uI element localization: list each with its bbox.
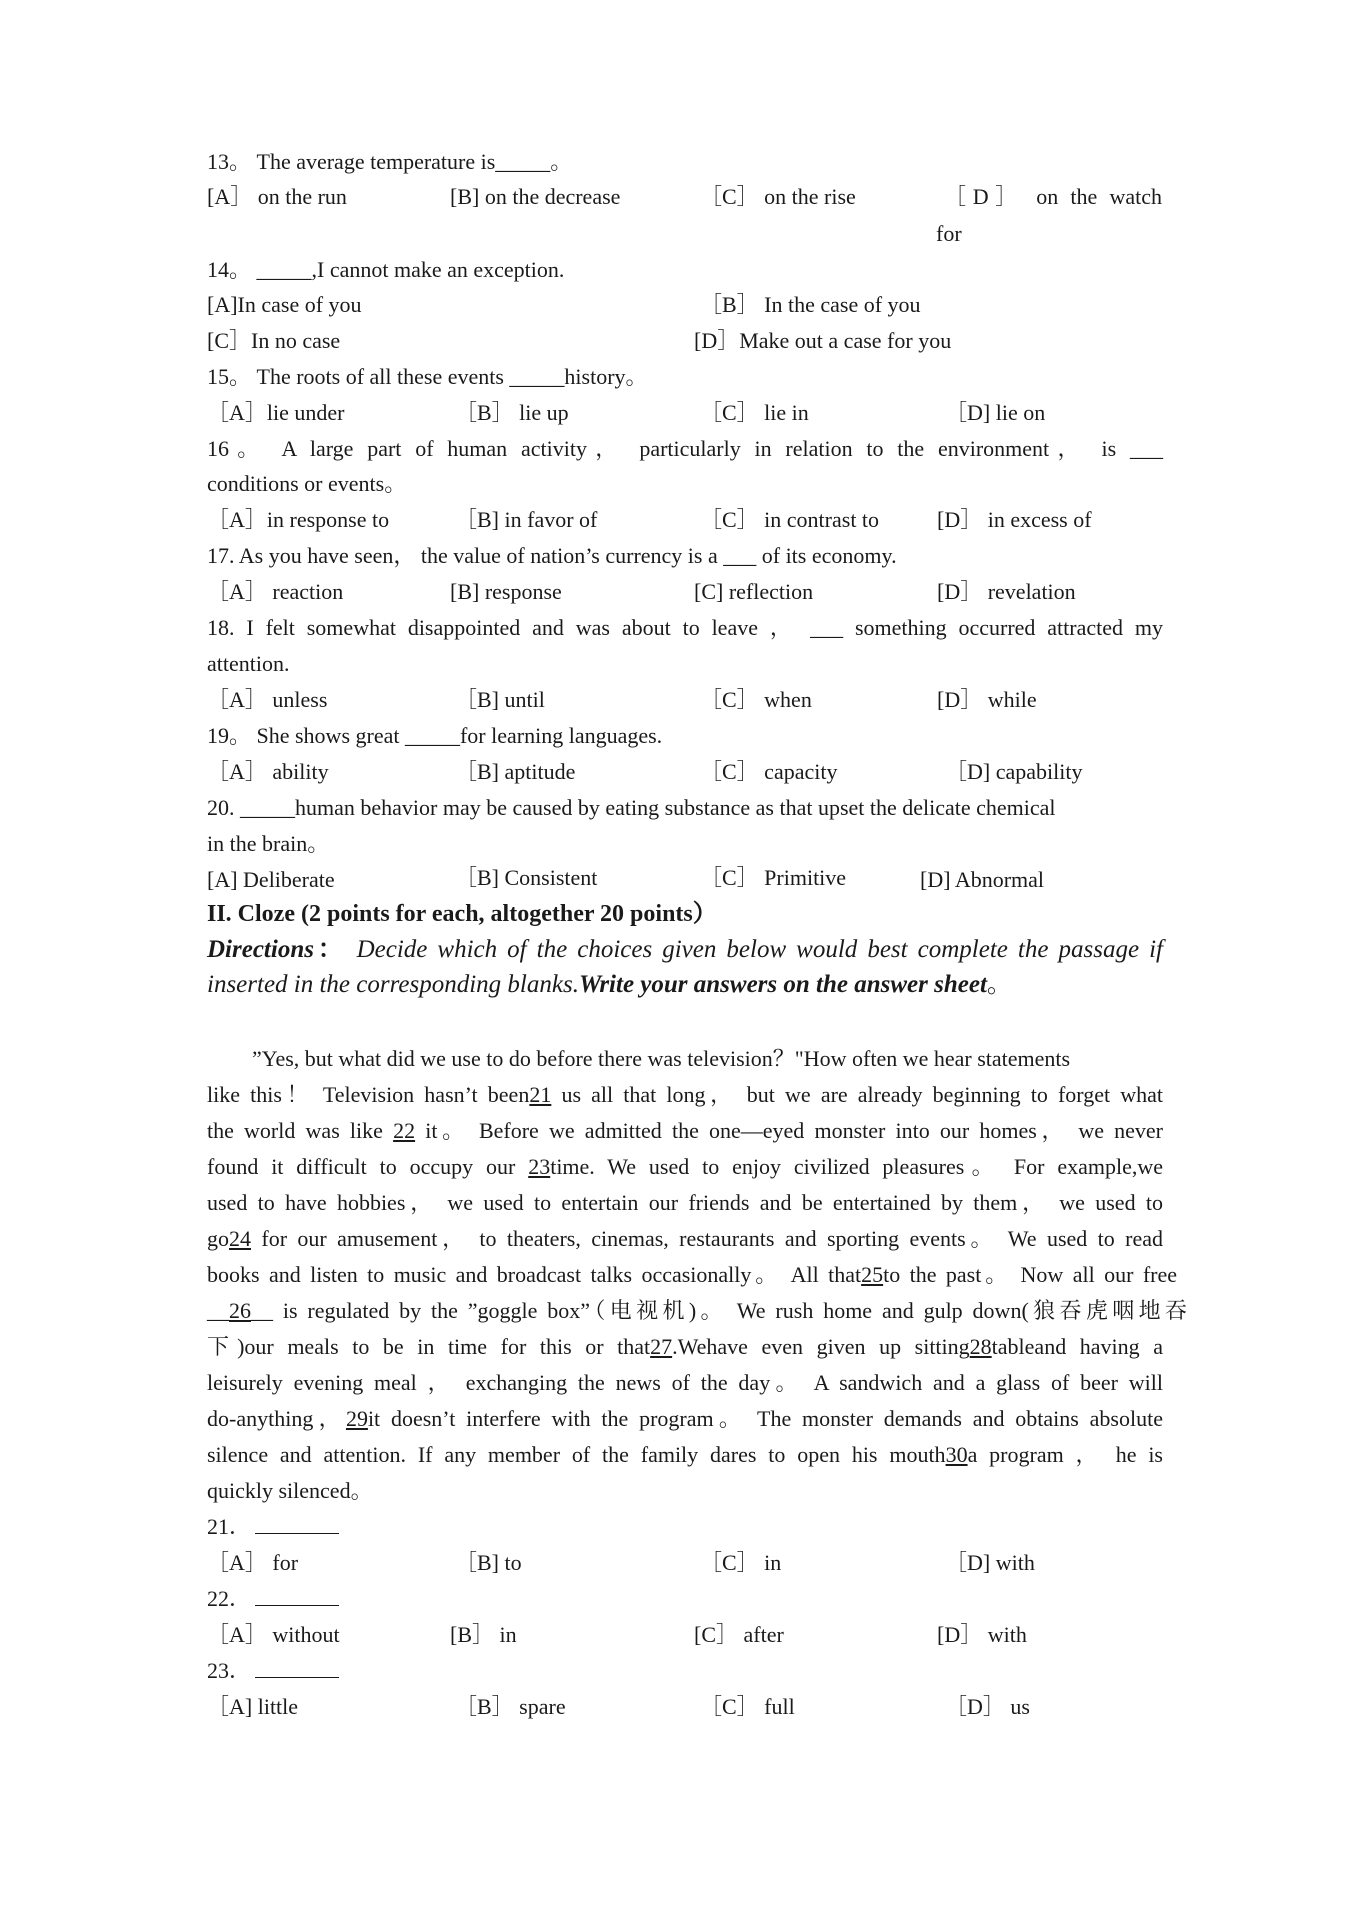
q17-option-a: ［A］ reaction xyxy=(207,579,344,604)
passage-line-7: books and listen to music and broadcast talks occasionally。 All that25to the past。 Now all our free xyxy=(207,1262,1177,1287)
q20-option-c: ［C］ Primitive xyxy=(700,865,847,890)
q16-option-b: ［B] in favor of xyxy=(455,507,598,532)
q18-option-c: ［C］ when xyxy=(700,687,812,712)
question-16-stem-line2: conditions or events。 xyxy=(207,471,407,496)
q16-option-d: [D］ in excess of xyxy=(937,507,1092,532)
q14-option-a: [A]In case of you xyxy=(207,292,362,317)
passage-line-13: quickly silenced。 xyxy=(207,1478,373,1503)
q20-option-a: [A] Deliberate xyxy=(207,867,335,892)
blank-28: 28 xyxy=(969,1334,992,1359)
q14-option-c: [C］In no case xyxy=(207,328,341,353)
blank-25: 25 xyxy=(861,1262,884,1287)
blank-23: 23 xyxy=(528,1154,551,1179)
q20-option-d: [D] Abnormal xyxy=(920,867,1045,892)
question-15-stem: 15。 The roots of all these events _____history。 xyxy=(207,364,648,389)
q19-option-a: ［A］ ability xyxy=(207,759,329,784)
q14-option-d: [D］Make out a case for you xyxy=(694,328,952,353)
cloze-number-21: 21． xyxy=(207,1514,252,1539)
q13-option-d-wrap: for xyxy=(936,221,962,246)
q23-option-d: ［D］ us xyxy=(945,1694,1030,1719)
q15-option-d: ［D] lie on xyxy=(945,400,1046,425)
cloze-question-21 xyxy=(207,1513,339,1543)
blank-30: 30 xyxy=(945,1442,968,1467)
passage-line-12: silence and attention. If any member of the family dares to open his mouth30a program ， he is xyxy=(207,1442,1163,1467)
question-20-stem-line1: 20. _____human behavior may be caused by eating substance as that upset the delicate chemical xyxy=(207,795,1056,820)
q13-option-d: ［D］ on the watch xyxy=(944,184,1162,209)
q18-option-d: [D］ while xyxy=(937,687,1037,712)
q21-option-b: ［B] to xyxy=(455,1550,522,1575)
question-19-stem: 19。 She shows great _____for learning languages. xyxy=(207,723,663,748)
directions-bold: Write your answers on the answer sheet xyxy=(578,971,987,998)
passage-line-10: leisurely evening meal ， exchanging the news of the day。 A sandwich and a glass of beer will xyxy=(207,1370,1163,1395)
blank-26: 26 xyxy=(229,1298,251,1323)
passage-line-8: __26__ is regulated by the ”goggle box”（电视机)。 We rush home and gulp down(狼吞虎咽地吞 xyxy=(207,1298,1187,1323)
q21-option-a: ［A］ for xyxy=(207,1550,299,1575)
q17-option-d: [D］ revelation xyxy=(937,579,1076,604)
question-14-stem: 14。 _____,I cannot make an exception. xyxy=(207,257,565,282)
q21-option-d: ［D] with xyxy=(945,1550,1035,1575)
question-18-stem-line2: attention. xyxy=(207,651,290,676)
q18-option-b: ［B] until xyxy=(455,687,545,712)
answer-blank-23 xyxy=(255,1657,339,1678)
q15-option-c: ［C］ lie in xyxy=(700,400,809,425)
passage-line-3: the world was like 22 it。 Before we admitted the one—eyed monster into our homes， we never xyxy=(207,1118,1163,1143)
passage-line-1: ”Yes, but what did we use to do before there was television？"How often we hear statements xyxy=(252,1046,1071,1071)
q15-option-a: ［A］lie under xyxy=(207,400,345,425)
question-16-stem-line1: 16。 A large part of human activity， particularly in relation to the environment， is ___ xyxy=(207,436,1163,461)
section-heading: II. Cloze (2 points for each, altogether 20 points） xyxy=(207,901,717,927)
passage-line-5: used to have hobbies， we used to entertain our friends and be entertained by them， we used to xyxy=(207,1190,1163,1215)
q14-option-b: ［B］ In the case of you xyxy=(700,292,921,317)
q20-option-b: ［B] Consistent xyxy=(455,865,598,890)
q19-option-b: ［B] aptitude xyxy=(455,759,576,784)
q18-option-a: ［A］ unless xyxy=(207,687,328,712)
q21-option-c: ［C］ in xyxy=(700,1550,782,1575)
answer-blank-22 xyxy=(255,1585,339,1606)
q19-option-c: ［C］ capacity xyxy=(700,759,838,784)
directions-end: 。 xyxy=(986,971,1012,998)
q22-option-c: [C］ after xyxy=(694,1622,784,1647)
directions-text: Decide which of the choices given below would best complete the passage if inserted in the corresponding blanks. xyxy=(207,936,1163,998)
q23-option-b: ［B］ spare xyxy=(455,1694,566,1719)
q16-option-c: ［C］ in contrast to xyxy=(700,507,880,532)
q23-option-a: ［A] little xyxy=(207,1694,299,1719)
q17-option-b: [B] response xyxy=(450,579,562,604)
question-17-stem: 17. As you have seen， the value of nation’s currency is a ___ of its economy. xyxy=(207,543,897,568)
q22-option-b: [B］ in xyxy=(450,1622,517,1647)
passage-line-2: like this！ Television hasn’t been21 us all that long， but we are already beginning to forget what xyxy=(207,1082,1163,1107)
passage-line-9: 下)our meals to be in time for this or that27.Wehave even given up sitting28tableand having a xyxy=(207,1334,1163,1359)
passage-line-6: go24 for our amusement， to theaters, cinemas, restaurants and sporting events。 We used to read xyxy=(207,1226,1163,1251)
cloze-number-22: 22． xyxy=(207,1586,252,1611)
cloze-question-23 xyxy=(207,1657,339,1687)
q13-option-c: ［C］ on the rise xyxy=(700,184,856,209)
q23-option-c: ［C］ full xyxy=(700,1694,795,1719)
blank-27: 27 xyxy=(650,1334,673,1359)
cloze-number-23: 23． xyxy=(207,1658,252,1683)
answer-blank-21 xyxy=(255,1513,339,1534)
q13-option-b: [B] on the decrease xyxy=(450,184,621,209)
passage-line-4: found it difficult to occupy our 23time. We used to enjoy civilized pleasures。 For example,we xyxy=(207,1154,1163,1179)
question-18-stem-line1: 18. I felt somewhat disappointed and was about to leave ， ___ something occurred attracted my xyxy=(207,615,1163,640)
q15-option-b: ［B］ lie up xyxy=(455,400,569,425)
directions xyxy=(207,932,1163,1002)
cloze-question-22 xyxy=(207,1585,339,1615)
passage-line-11: do-anything，29it doesn’t interfere with the program。 The monster demands and obtains absolute xyxy=(207,1406,1163,1431)
blank-29: 29 xyxy=(345,1406,368,1431)
blank-24: 24 xyxy=(229,1226,251,1251)
q17-option-c: [C] reflection xyxy=(694,579,814,604)
blank-22: 22 xyxy=(393,1118,416,1143)
directions-label: Directions xyxy=(207,936,314,963)
q22-option-d: [D］ with xyxy=(937,1622,1027,1647)
question-13-stem: 13。 The average temperature is_____。 xyxy=(207,149,573,174)
q16-option-a: ［A］in response to xyxy=(207,507,390,532)
q19-option-d: ［D] capability xyxy=(945,759,1083,784)
blank-21: 21 xyxy=(529,1082,552,1107)
question-20-stem-line2: in the brain。 xyxy=(207,831,330,856)
q13-option-a: [A］ on the run xyxy=(207,184,347,209)
q22-option-a: ［A］ without xyxy=(207,1622,340,1647)
directions-colon: ： xyxy=(313,936,347,963)
